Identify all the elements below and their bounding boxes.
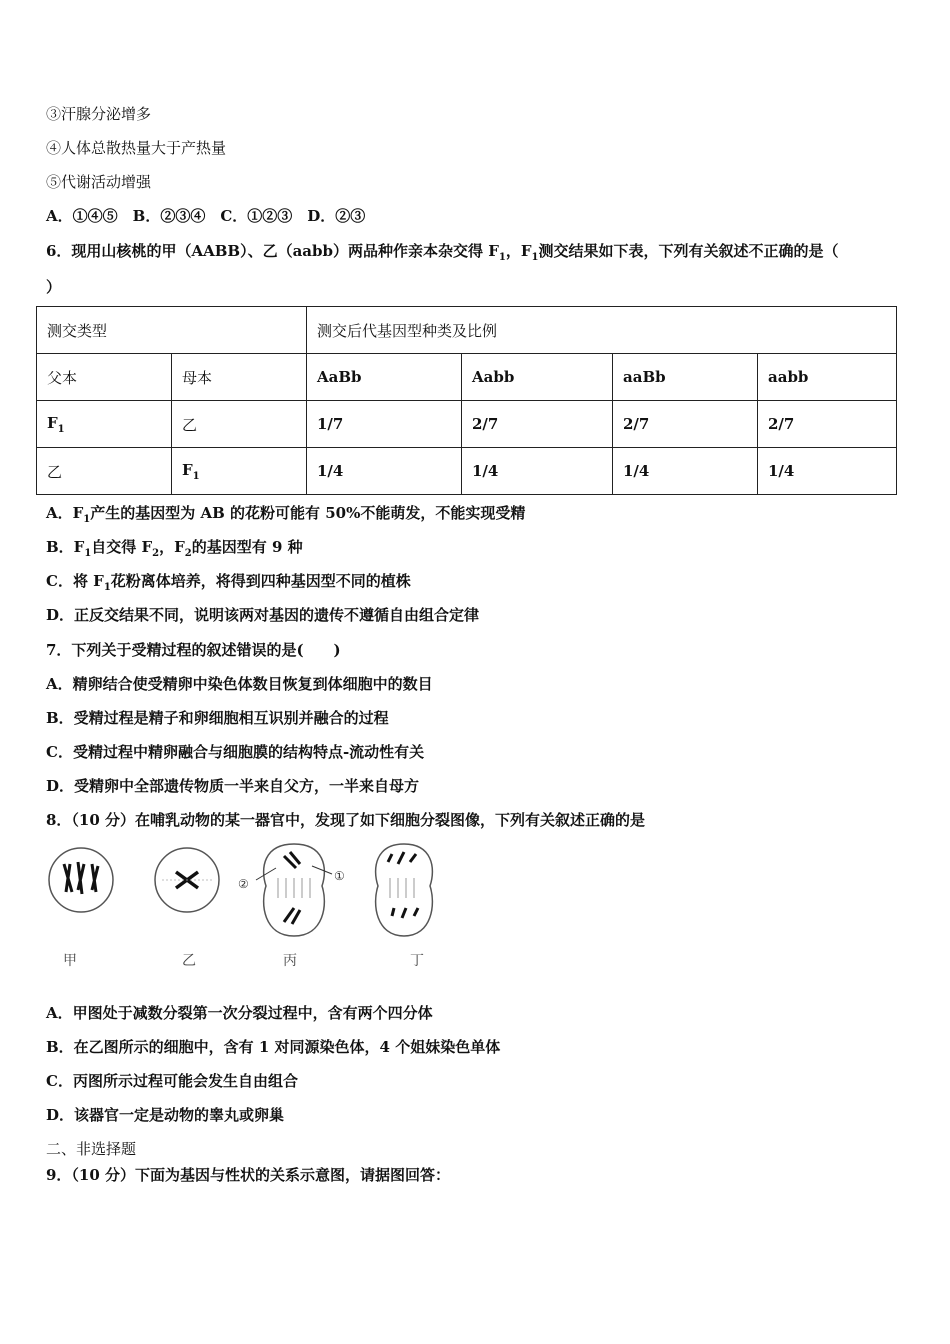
q8-option-a: A．甲图处于减数分裂第一次分裂过程中，含有两个四分体: [46, 1004, 433, 1022]
statement-4: ④人体总散热量大于产热量: [46, 139, 227, 157]
q8-option-c: C．丙图所示过程可能会发生自由组合: [46, 1072, 298, 1090]
q7-option-b: B．受精过程是精子和卵细胞相互识别并融合的过程: [46, 709, 389, 727]
marker-2: ②: [238, 877, 249, 891]
q7-option-d: D．受精卵中全部遗传物质一半来自父方，一半来自母方: [46, 777, 420, 795]
cell-figure-bing: [234, 838, 354, 942]
q7-option-a: A．精卵结合使受精卵中染色体数目恢复到体细胞中的数目: [46, 675, 433, 693]
genotype-header: aaBb: [613, 354, 758, 401]
ratio-cell: 1/4: [462, 448, 613, 495]
q6-stem: 6．现用山核桃的甲（AABB）、乙（aabb）两品种作亲本杂交得 $F_1$，$F_1$测交结果如下表，下列有关叙述不正确的是（: [46, 242, 839, 263]
q7-option-c: C．受精过程中精卵融合与细胞膜的结构特点-流动性有关: [46, 743, 425, 761]
q6-option-a: A．$F_1$产生的基因型为 AB 的花粉可能有 50%不能萌发，不能实现受精: [46, 504, 526, 525]
header-result: 测交后代基因型种类及比例: [307, 307, 897, 354]
ratio-cell: 1/4: [758, 448, 897, 495]
ratio-cell: 2/7: [613, 401, 758, 448]
caption-ding: 丁: [410, 953, 424, 969]
row2-father: 乙: [37, 448, 172, 495]
row1-father: $F_1$: [37, 401, 172, 448]
section-title: 二、非选择题: [46, 1140, 137, 1158]
testcross-table: [36, 306, 897, 495]
cell-figure-yi: [150, 838, 224, 922]
statement-3: ③汗腺分泌增多: [46, 105, 152, 123]
caption-jia: 甲: [63, 953, 77, 969]
genotype-header: aabb: [758, 354, 897, 401]
statement-5: ⑤代谢活动增强: [46, 173, 152, 191]
table-row: [37, 448, 897, 495]
q8-stem: 8．（10 分）在哺乳动物的某一器官中，发现了如下细胞分裂图像，下列有关叙述正确的是: [46, 811, 646, 829]
ratio-cell: 1/4: [307, 448, 462, 495]
q9-stem: 9．（10 分）下面为基因与性状的关系示意图，请据图回答：: [46, 1166, 451, 1184]
header-father: 父本: [37, 354, 172, 401]
q7-stem: 7．下列关于受精过程的叙述错误的是( ): [46, 641, 341, 659]
q5-options: A．①④⑤ B．②③④ C．①②③ D．②③: [46, 207, 366, 225]
ratio-cell: 1/7: [307, 401, 462, 448]
genotype-header: Aabb: [462, 354, 613, 401]
row1-mother: 乙: [172, 401, 307, 448]
marker-1: ①: [334, 869, 345, 883]
cell-figure-jia: [44, 838, 118, 922]
q6-option-b: B．$F_1$自交得 $F_2$，$F_2$的基因型有 9 种: [46, 538, 303, 559]
q6-option-c: C．将 $F_1$花粉离体培养，将得到四种基因型不同的植株: [46, 572, 411, 593]
row2-mother: $F_1$: [172, 448, 307, 495]
q8-option-b: B．在乙图所示的细胞中，含有 1 对同源染色体，4 个姐妹染色单体: [46, 1038, 501, 1056]
cell-figure-ding: [362, 838, 446, 942]
q6-option-d: D．正反交结果不同，说明该两对基因的遗传不遵循自由组合定律: [46, 606, 480, 624]
ratio-cell: 1/4: [613, 448, 758, 495]
caption-yi: 乙: [182, 953, 196, 969]
genotype-header: AaBb: [307, 354, 462, 401]
header-type: 测交类型: [37, 307, 307, 354]
caption-bing: 丙: [283, 953, 297, 969]
q6-stem-close: ）: [46, 278, 62, 296]
q8-option-d: D．该器官一定是动物的睾丸或卵巢: [46, 1106, 285, 1124]
ratio-cell: 2/7: [758, 401, 897, 448]
ratio-cell: 2/7: [462, 401, 613, 448]
table-row: [37, 401, 897, 448]
header-mother: 母本: [172, 354, 307, 401]
